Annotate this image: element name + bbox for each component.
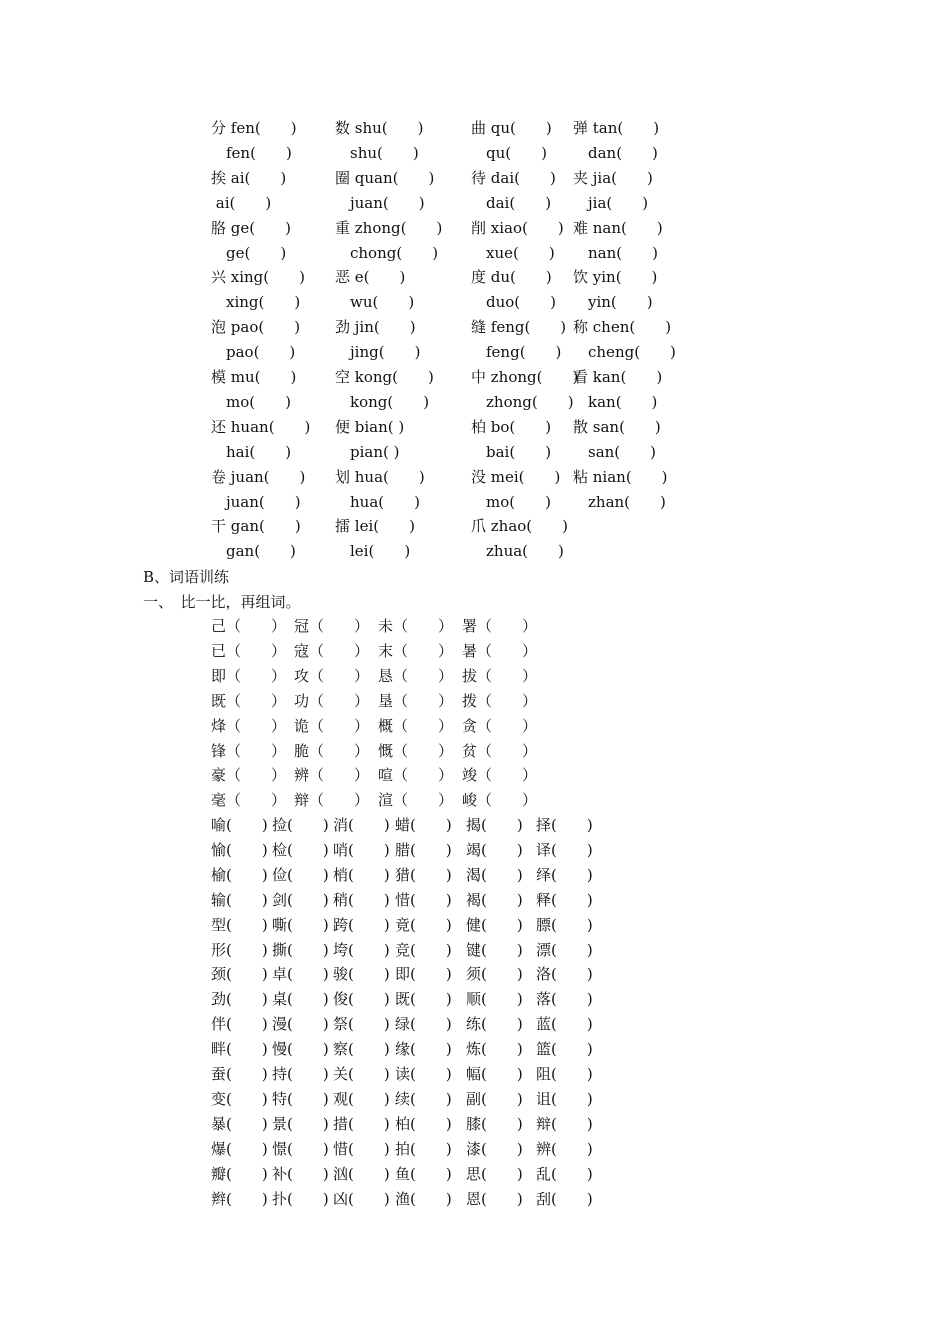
compare-cell: 变( ): [211, 1089, 268, 1108]
compare-cell: 祭( ): [333, 1015, 390, 1034]
compare-cell: 择( ): [536, 816, 593, 834]
compare-cell: 垮( ): [333, 940, 390, 959]
compare-cell: 乱( ): [536, 1164, 593, 1183]
pinyin-cell: gan( ): [211, 542, 296, 561]
compare-cell: 读( ): [395, 1065, 452, 1083]
compare-cell: 输( ): [211, 890, 268, 909]
compare-cell: 暑（ ）: [462, 641, 538, 660]
compare-cell: 竟( ): [395, 915, 452, 934]
pinyin-cell: pao( ): [211, 343, 296, 362]
compare-cell: 榆( ): [211, 865, 268, 884]
compare-cell: 辨（ ）: [294, 766, 370, 785]
compare-cell: 景( ): [272, 1114, 329, 1133]
compare-cell: 蚕( ): [211, 1065, 268, 1083]
compare-cell: 惜( ): [395, 890, 452, 909]
compare-cell: 观( ): [333, 1089, 390, 1108]
compare-cell: 末（ ）: [378, 641, 454, 660]
pinyin-cell: 称 chen( ): [573, 318, 672, 337]
pinyin-cell: juan( ): [335, 193, 425, 212]
pinyin-cell: 数 shu( ): [335, 119, 424, 137]
compare-cell: 漫( ): [272, 1015, 329, 1034]
pinyin-cell: 恶 e( ): [335, 268, 406, 287]
compare-cell: 拔（ ）: [462, 666, 538, 685]
compare-cell: 辨( ): [536, 1139, 593, 1158]
compare-cell: 慨（ ）: [378, 741, 454, 760]
pinyin-cell: nan( ): [573, 243, 658, 262]
pinyin-cell: dai( ): [471, 193, 552, 212]
pinyin-cell: pian( ): [335, 442, 400, 461]
pinyin-cell: feng( ): [471, 343, 562, 362]
compare-cell: 思( ): [466, 1164, 523, 1183]
pinyin-cell: jing( ): [335, 343, 421, 362]
pinyin-cell: shu( ): [335, 143, 419, 162]
pinyin-cell: mo( ): [471, 492, 551, 511]
compare-cell: 卓( ): [272, 965, 329, 984]
pinyin-cell: jia( ): [573, 193, 649, 212]
compare-cell: 爆( ): [211, 1139, 268, 1158]
pinyin-cell: xing( ): [211, 293, 301, 312]
compare-cell: 哨( ): [333, 840, 390, 859]
compare-cell: 拨（ ）: [462, 691, 538, 710]
compare-cell: 竭( ): [466, 840, 523, 859]
compare-cell: 已（ ）: [211, 641, 287, 660]
pinyin-cell: san( ): [573, 442, 657, 461]
compare-cell: 型( ): [211, 915, 268, 934]
compare-cell: 冠（ ）: [294, 617, 370, 635]
pinyin-cell: yin( ): [573, 293, 653, 312]
compare-cell: 喧（ ）: [378, 766, 454, 785]
pinyin-cell: 劲 jin( ): [335, 318, 416, 337]
compare-cell: 渲（ ）: [378, 791, 454, 810]
compare-cell: 功（ ）: [294, 691, 370, 710]
compare-cell: 汹( ): [333, 1164, 390, 1183]
compare-cell: 恳（ ）: [378, 666, 454, 685]
compare-cell: 署（ ）: [462, 617, 538, 635]
compare-cell: 竣（ ）: [462, 766, 538, 785]
pinyin-cell: zhan( ): [573, 492, 666, 511]
pinyin-cell: dan( ): [573, 143, 658, 162]
pinyin-cell: 散 san( ): [573, 417, 661, 436]
compare-cell: 膝( ): [466, 1114, 523, 1133]
compare-cell: 喻( ): [211, 816, 268, 834]
pinyin-cell: 重 zhong( ): [335, 218, 443, 237]
compare-cell: 豪（ ）: [211, 766, 287, 785]
compare-cell: 释( ): [536, 890, 593, 909]
compare-cell: 颈( ): [211, 965, 268, 984]
pinyin-cell: ge( ): [211, 243, 287, 262]
pinyin-cell: 待 dai( ): [471, 168, 556, 187]
pinyin-cell: fen( ): [211, 143, 292, 162]
pinyin-cell: kong( ): [335, 392, 430, 411]
compare-cell: 特( ): [272, 1089, 329, 1108]
section-b-subtitle: 一、 比一比，再组词。: [143, 593, 301, 611]
compare-cell: 鱼( ): [395, 1164, 452, 1183]
compare-cell: 即（ ）: [211, 666, 287, 685]
pinyin-cell: 爪 zhao( ): [471, 517, 569, 536]
pinyin-cell: 兴 xing( ): [211, 268, 305, 287]
compare-cell: 副( ): [466, 1089, 523, 1108]
compare-cell: 持( ): [272, 1065, 329, 1083]
compare-cell: 柏( ): [395, 1114, 452, 1133]
compare-cell: 渔( ): [395, 1189, 452, 1208]
compare-cell: 憬( ): [272, 1139, 329, 1158]
pinyin-cell: 削 xiao( ): [471, 218, 564, 237]
compare-cell: 伴( ): [211, 1015, 268, 1034]
pinyin-cell: 夹 jia( ): [573, 168, 653, 187]
pinyin-cell: 划 hua( ): [335, 467, 425, 486]
compare-cell: 健( ): [466, 915, 523, 934]
pinyin-cell: 挨 ai( ): [211, 168, 287, 187]
compare-cell: 篮( ): [536, 1040, 593, 1059]
compare-cell: 猎( ): [395, 865, 452, 884]
pinyin-cell: xue( ): [471, 243, 555, 262]
pinyin-cell: 分 fen( ): [211, 119, 297, 137]
compare-cell: 续( ): [395, 1089, 452, 1108]
compare-cell: 辩（ ）: [294, 791, 370, 810]
compare-cell: 毫（ ）: [211, 791, 287, 810]
compare-cell: 跨( ): [333, 915, 390, 934]
pinyin-cell: 卷 juan( ): [211, 467, 306, 486]
compare-cell: 撕( ): [272, 940, 329, 959]
pinyin-cell: wu( ): [335, 293, 415, 312]
compare-cell: 绎( ): [536, 865, 593, 884]
compare-cell: 暴( ): [211, 1114, 268, 1133]
compare-cell: 腊( ): [395, 840, 452, 859]
compare-cell: 幅( ): [466, 1065, 523, 1083]
pinyin-cell: 胳 ge( ): [211, 218, 291, 237]
compare-cell: 未（ ）: [378, 617, 454, 635]
compare-cell: 顺( ): [466, 990, 523, 1009]
compare-cell: 即( ): [395, 965, 452, 984]
pinyin-cell: 曲 qu( ): [471, 119, 552, 137]
compare-cell: 嘶( ): [272, 915, 329, 934]
compare-cell: 落( ): [536, 990, 593, 1009]
pinyin-cell: 粘 nian( ): [573, 467, 668, 486]
pinyin-cell: lei( ): [335, 542, 411, 561]
pinyin-cell: chong( ): [335, 243, 439, 262]
compare-cell: 措( ): [333, 1114, 390, 1133]
compare-cell: 察( ): [333, 1040, 390, 1059]
compare-cell: 剑( ): [272, 890, 329, 909]
compare-cell: 缘( ): [395, 1040, 452, 1059]
compare-cell: 劲( ): [211, 990, 268, 1009]
compare-cell: 慢( ): [272, 1040, 329, 1059]
pinyin-cell: 便 bian( ): [335, 417, 405, 436]
compare-cell: 贫（ ）: [462, 741, 538, 760]
section-b-title: B、词语训练: [143, 568, 230, 586]
compare-cell: 漂( ): [536, 940, 593, 959]
compare-cell: 俊( ): [333, 990, 390, 1009]
compare-cell: 褐( ): [466, 890, 523, 909]
compare-cell: 梢( ): [333, 865, 390, 884]
pinyin-cell: juan( ): [211, 492, 301, 511]
compare-cell: 凶( ): [333, 1189, 390, 1208]
compare-cell: 蜡( ): [395, 816, 452, 834]
compare-cell: 贪（ ）: [462, 716, 538, 735]
compare-cell: 捡( ): [272, 816, 329, 834]
compare-cell: 诡（ ）: [294, 716, 370, 735]
compare-cell: 键( ): [466, 940, 523, 959]
compare-cell: 消( ): [333, 816, 390, 834]
compare-cell: 关( ): [333, 1065, 390, 1083]
pinyin-cell: 看 kan( ): [573, 368, 663, 386]
compare-cell: 译( ): [536, 840, 593, 859]
compare-cell: 洛( ): [536, 965, 593, 984]
pinyin-cell: 擂 lei( ): [335, 517, 415, 536]
pinyin-cell: 空 kong( ): [335, 368, 434, 386]
compare-cell: 阻( ): [536, 1065, 593, 1083]
pinyin-cell: ai( ): [211, 193, 272, 212]
compare-cell: 揭( ): [466, 816, 523, 834]
compare-cell: 辩( ): [536, 1114, 593, 1133]
compare-cell: 既( ): [395, 990, 452, 1009]
compare-cell: 炼( ): [466, 1040, 523, 1059]
pinyin-cell: cheng( ): [573, 343, 676, 362]
pinyin-cell: 泡 pao( ): [211, 318, 301, 337]
compare-cell: 垦（ ）: [378, 691, 454, 710]
compare-cell: 须( ): [466, 965, 523, 984]
compare-cell: 扑( ): [272, 1189, 329, 1208]
pinyin-cell: 弹 tan( ): [573, 119, 660, 137]
pinyin-cell: zhua( ): [471, 542, 564, 561]
compare-cell: 惜( ): [333, 1139, 390, 1158]
compare-cell: 绿( ): [395, 1015, 452, 1034]
compare-cell: 概（ ）: [378, 716, 454, 735]
compare-cell: 锋（ ）: [211, 741, 287, 760]
compare-cell: 竞( ): [395, 940, 452, 959]
pinyin-cell: 柏 bo( ): [471, 417, 552, 436]
pinyin-cell: 圈 quan( ): [335, 168, 435, 187]
compare-cell: 恩( ): [466, 1189, 523, 1208]
compare-cell: 瓣( ): [211, 1164, 268, 1183]
compare-cell: 寇（ ）: [294, 641, 370, 660]
pinyin-cell: 度 du( ): [471, 268, 552, 287]
compare-cell: 蓝( ): [536, 1015, 593, 1034]
pinyin-cell: 饮 yin( ): [573, 268, 658, 287]
compare-cell: 渴( ): [466, 865, 523, 884]
pinyin-cell: 还 huan( ): [211, 417, 311, 436]
compare-cell: 己（ ）: [211, 617, 287, 635]
compare-cell: 峻（ ）: [462, 791, 538, 810]
compare-cell: 桌( ): [272, 990, 329, 1009]
compare-cell: 攻（ ）: [294, 666, 370, 685]
pinyin-cell: bai( ): [471, 442, 552, 461]
compare-cell: 拍( ): [395, 1139, 452, 1158]
compare-cell: 补( ): [272, 1164, 329, 1183]
pinyin-cell: zhong( ): [471, 392, 574, 411]
pinyin-cell: 难 nan( ): [573, 218, 663, 237]
compare-cell: 既（ ）: [211, 691, 287, 710]
compare-cell: 形( ): [211, 940, 268, 959]
pinyin-cell: hua( ): [335, 492, 420, 511]
compare-cell: 稍( ): [333, 890, 390, 909]
compare-cell: 练( ): [466, 1015, 523, 1034]
compare-cell: 骏( ): [333, 965, 390, 984]
compare-cell: 愉( ): [211, 840, 268, 859]
pinyin-cell: kan( ): [573, 392, 658, 411]
compare-cell: 检( ): [272, 840, 329, 859]
pinyin-cell: qu( ): [471, 143, 547, 162]
compare-cell: 膘( ): [536, 915, 593, 934]
pinyin-cell: hai( ): [211, 442, 292, 461]
compare-cell: 诅( ): [536, 1089, 593, 1108]
pinyin-cell: 干 gan( ): [211, 517, 301, 536]
compare-cell: 辫( ): [211, 1189, 268, 1208]
pinyin-cell: 缝 feng( ): [471, 318, 567, 337]
pinyin-cell: mo( ): [211, 392, 291, 411]
compare-cell: 脆（ ）: [294, 741, 370, 760]
pinyin-cell: 中 zhong( ): [471, 368, 579, 386]
compare-cell: 俭( ): [272, 865, 329, 884]
compare-cell: 畔( ): [211, 1040, 268, 1059]
compare-cell: 刮( ): [536, 1189, 593, 1208]
pinyin-cell: 没 mei( ): [471, 467, 561, 486]
compare-cell: 漆( ): [466, 1139, 523, 1158]
compare-cell: 烽（ ）: [211, 716, 287, 735]
pinyin-cell: duo( ): [471, 293, 556, 312]
pinyin-cell: 模 mu( ): [211, 368, 297, 386]
